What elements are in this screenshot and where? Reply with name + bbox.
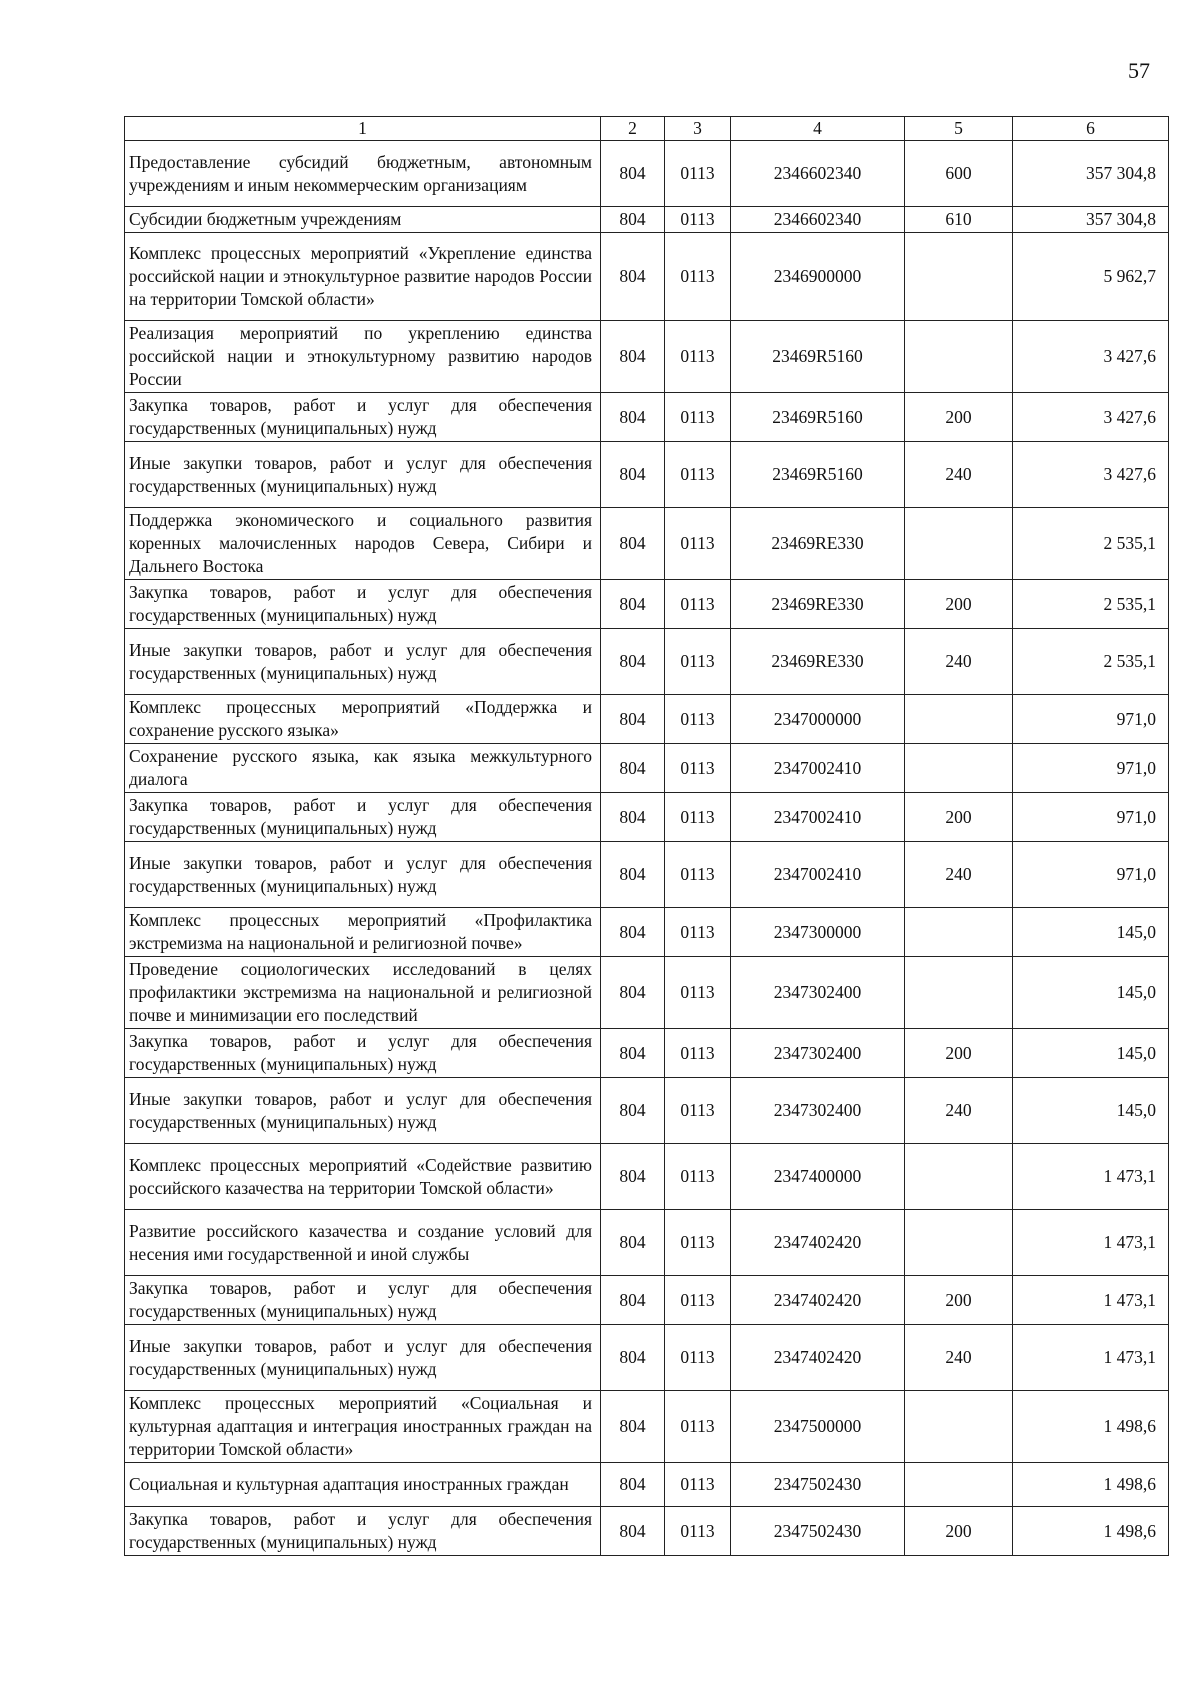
row-name-cell: Закупка товаров, работ и услуг для обеспечения государственных (муниципальных) нужд	[125, 1029, 601, 1078]
table-row	[125, 1144, 1169, 1210]
ministry-code-cell: 804	[601, 233, 665, 321]
ministry-code-cell: 804	[601, 1507, 665, 1556]
row-name-cell: Проведение социологических исследований в целях профилактики экстремизма на национальной и религиозной почве и минимизации его последствий	[125, 957, 601, 1029]
expense-type-cell: 200	[905, 393, 1013, 442]
expense-type-cell: 240	[905, 1325, 1013, 1391]
row-name-cell: Иные закупки товаров, работ и услуг для обеспечения государственных (муниципальных) нужд	[125, 842, 601, 908]
amount-cell: 145,0	[1013, 957, 1169, 1029]
row-name-cell: Закупка товаров, работ и услуг для обеспечения государственных (муниципальных) нужд	[125, 1507, 601, 1556]
expense-type-cell: 240	[905, 629, 1013, 695]
table-row	[125, 1507, 1169, 1556]
target-article-cell: 23469R5160	[731, 393, 905, 442]
target-article-cell: 2347502430	[731, 1507, 905, 1556]
target-article-cell: 2347000000	[731, 695, 905, 744]
target-article-cell: 2347002410	[731, 842, 905, 908]
table-row	[125, 508, 1169, 580]
column-header: 5	[905, 117, 1013, 141]
expense-type-cell: 200	[905, 793, 1013, 842]
row-name-cell: Комплекс процессных мероприятий «Поддержка и сохранение русского языка»	[125, 695, 601, 744]
section-code-cell: 0113	[665, 393, 731, 442]
target-article-cell: 23469R5160	[731, 321, 905, 393]
target-article-cell: 2346602340	[731, 141, 905, 207]
amount-cell: 1 473,1	[1013, 1144, 1169, 1210]
expense-type-cell	[905, 508, 1013, 580]
ministry-code-cell: 804	[601, 744, 665, 793]
ministry-code-cell: 804	[601, 1029, 665, 1078]
table-row	[125, 1391, 1169, 1463]
table-row	[125, 580, 1169, 629]
amount-cell: 2 535,1	[1013, 629, 1169, 695]
section-code-cell: 0113	[665, 1144, 731, 1210]
amount-cell: 3 427,6	[1013, 442, 1169, 508]
table-row	[125, 141, 1169, 207]
amount-cell: 1 473,1	[1013, 1276, 1169, 1325]
target-article-cell: 2347402420	[731, 1325, 905, 1391]
target-article-cell: 2347502430	[731, 1463, 905, 1507]
target-article-cell: 2346602340	[731, 207, 905, 233]
amount-cell: 145,0	[1013, 908, 1169, 957]
expense-type-cell: 200	[905, 1029, 1013, 1078]
section-code-cell: 0113	[665, 321, 731, 393]
page-number: 57	[1128, 58, 1150, 83]
row-name-cell: Комплекс процессных мероприятий «Содействие развитию российского казачества на территории Томской области»	[125, 1144, 601, 1210]
amount-cell: 971,0	[1013, 695, 1169, 744]
row-name-cell: Развитие российского казачества и создание условий для несения ими государственной и иной службы	[125, 1210, 601, 1276]
table-row	[125, 908, 1169, 957]
table-row	[125, 1325, 1169, 1391]
amount-cell: 1 498,6	[1013, 1391, 1169, 1463]
section-code-cell: 0113	[665, 442, 731, 508]
table-row	[125, 442, 1169, 508]
section-code-cell: 0113	[665, 1391, 731, 1463]
row-name-cell: Иные закупки товаров, работ и услуг для обеспечения государственных (муниципальных) нужд	[125, 1078, 601, 1144]
target-article-cell: 23469RE330	[731, 508, 905, 580]
row-name-cell: Иные закупки товаров, работ и услуг для обеспечения государственных (муниципальных) нужд	[125, 1325, 601, 1391]
row-name-cell: Иные закупки товаров, работ и услуг для обеспечения государственных (муниципальных) нужд	[125, 629, 601, 695]
column-header: 4	[731, 117, 905, 141]
expense-type-cell	[905, 1463, 1013, 1507]
table-row	[125, 842, 1169, 908]
target-article-cell: 2346900000	[731, 233, 905, 321]
row-name-cell: Реализация мероприятий по укреплению единства российской нации и этнокультурному развитию народов России	[125, 321, 601, 393]
section-code-cell: 0113	[665, 1325, 731, 1391]
section-code-cell: 0113	[665, 695, 731, 744]
section-code-cell: 0113	[665, 1463, 731, 1507]
ministry-code-cell: 804	[601, 842, 665, 908]
expense-type-cell: 200	[905, 1507, 1013, 1556]
amount-cell: 2 535,1	[1013, 580, 1169, 629]
expense-type-cell	[905, 233, 1013, 321]
expense-type-cell: 240	[905, 1078, 1013, 1144]
row-name-cell: Закупка товаров, работ и услуг для обеспечения государственных (муниципальных) нужд	[125, 580, 601, 629]
table-row	[125, 1029, 1169, 1078]
section-code-cell: 0113	[665, 233, 731, 321]
section-code-cell: 0113	[665, 793, 731, 842]
amount-cell: 1 498,6	[1013, 1463, 1169, 1507]
ministry-code-cell: 804	[601, 1325, 665, 1391]
row-name-cell: Поддержка экономического и социального развития коренных малочисленных народов Севера, Сибири и Дальнего Востока	[125, 508, 601, 580]
target-article-cell: 2347302400	[731, 1078, 905, 1144]
ministry-code-cell: 804	[601, 508, 665, 580]
section-code-cell: 0113	[665, 207, 731, 233]
target-article-cell: 2347500000	[731, 1391, 905, 1463]
expense-type-cell	[905, 1391, 1013, 1463]
amount-cell: 3 427,6	[1013, 393, 1169, 442]
table-row	[125, 744, 1169, 793]
ministry-code-cell: 804	[601, 1078, 665, 1144]
section-code-cell: 0113	[665, 508, 731, 580]
ministry-code-cell: 804	[601, 580, 665, 629]
amount-cell: 357 304,8	[1013, 207, 1169, 233]
column-header: 1	[125, 117, 601, 141]
ministry-code-cell: 804	[601, 695, 665, 744]
table-row	[125, 233, 1169, 321]
row-name-cell: Комплекс процессных мероприятий «Укрепление единства российской нации и этнокультурное развитие народов России на территории Томской области»	[125, 233, 601, 321]
row-name-cell: Закупка товаров, работ и услуг для обеспечения государственных (муниципальных) нужд	[125, 793, 601, 842]
expense-type-cell	[905, 744, 1013, 793]
ministry-code-cell: 804	[601, 1463, 665, 1507]
section-code-cell: 0113	[665, 141, 731, 207]
ministry-code-cell: 804	[601, 1210, 665, 1276]
section-code-cell: 0113	[665, 1276, 731, 1325]
amount-cell: 1 473,1	[1013, 1210, 1169, 1276]
expense-type-cell	[905, 1210, 1013, 1276]
amount-cell: 3 427,6	[1013, 321, 1169, 393]
target-article-cell: 2347402420	[731, 1276, 905, 1325]
ministry-code-cell: 804	[601, 207, 665, 233]
table-body	[125, 141, 1169, 1556]
table-row	[125, 1078, 1169, 1144]
ministry-code-cell: 804	[601, 393, 665, 442]
expense-type-cell	[905, 321, 1013, 393]
row-name-cell: Предоставление субсидий бюджетным, автономным учреждениям и иным некоммерческим организациям	[125, 141, 601, 207]
section-code-cell: 0113	[665, 580, 731, 629]
amount-cell: 971,0	[1013, 744, 1169, 793]
target-article-cell: 2347002410	[731, 744, 905, 793]
table-row	[125, 695, 1169, 744]
expense-type-cell: 610	[905, 207, 1013, 233]
expense-type-cell	[905, 908, 1013, 957]
expense-type-cell	[905, 1144, 1013, 1210]
expense-type-cell: 240	[905, 442, 1013, 508]
amount-cell: 5 962,7	[1013, 233, 1169, 321]
table-row	[125, 393, 1169, 442]
amount-cell: 145,0	[1013, 1078, 1169, 1144]
row-name-cell: Закупка товаров, работ и услуг для обеспечения государственных (муниципальных) нужд	[125, 1276, 601, 1325]
amount-cell: 2 535,1	[1013, 508, 1169, 580]
table-header-row	[125, 117, 1169, 141]
ministry-code-cell: 804	[601, 957, 665, 1029]
table-row	[125, 629, 1169, 695]
target-article-cell: 2347300000	[731, 908, 905, 957]
expense-type-cell	[905, 957, 1013, 1029]
table-row	[125, 957, 1169, 1029]
target-article-cell: 2347402420	[731, 1210, 905, 1276]
ministry-code-cell: 804	[601, 629, 665, 695]
section-code-cell: 0113	[665, 842, 731, 908]
ministry-code-cell: 804	[601, 908, 665, 957]
section-code-cell: 0113	[665, 1029, 731, 1078]
row-name-cell: Субсидии бюджетным учреждениям	[125, 207, 601, 233]
column-header: 6	[1013, 117, 1169, 141]
table-row	[125, 1276, 1169, 1325]
section-code-cell: 0113	[665, 744, 731, 793]
target-article-cell: 23469R5160	[731, 442, 905, 508]
ministry-code-cell: 804	[601, 1276, 665, 1325]
expense-type-cell: 240	[905, 842, 1013, 908]
ministry-code-cell: 804	[601, 1391, 665, 1463]
row-name-cell: Социальная и культурная адаптация иностранных граждан	[125, 1463, 601, 1507]
table-row	[125, 321, 1169, 393]
section-code-cell: 0113	[665, 957, 731, 1029]
target-article-cell: 2347302400	[731, 1029, 905, 1078]
budget-table	[124, 116, 1169, 1556]
ministry-code-cell: 804	[601, 1144, 665, 1210]
row-name-cell: Комплекс процессных мероприятий «Профилактика экстремизма на национальной и религиозной почве»	[125, 908, 601, 957]
amount-cell: 1 498,6	[1013, 1507, 1169, 1556]
amount-cell: 357 304,8	[1013, 141, 1169, 207]
target-article-cell: 23469RE330	[731, 629, 905, 695]
expense-type-cell: 200	[905, 580, 1013, 629]
row-name-cell: Закупка товаров, работ и услуг для обеспечения государственных (муниципальных) нужд	[125, 393, 601, 442]
section-code-cell: 0113	[665, 1210, 731, 1276]
section-code-cell: 0113	[665, 908, 731, 957]
column-header: 2	[601, 117, 665, 141]
amount-cell: 971,0	[1013, 793, 1169, 842]
ministry-code-cell: 804	[601, 141, 665, 207]
expense-type-cell: 600	[905, 141, 1013, 207]
ministry-code-cell: 804	[601, 793, 665, 842]
ministry-code-cell: 804	[601, 442, 665, 508]
row-name-cell: Комплекс процессных мероприятий «Социальная и культурная адаптация и интеграция иностранных граждан на территории Томской области»	[125, 1391, 601, 1463]
amount-cell: 145,0	[1013, 1029, 1169, 1078]
amount-cell: 971,0	[1013, 842, 1169, 908]
amount-cell: 1 473,1	[1013, 1325, 1169, 1391]
section-code-cell: 0113	[665, 1078, 731, 1144]
table-row	[125, 1463, 1169, 1507]
row-name-cell: Иные закупки товаров, работ и услуг для обеспечения государственных (муниципальных) нужд	[125, 442, 601, 508]
target-article-cell: 2347002410	[731, 793, 905, 842]
column-header: 3	[665, 117, 731, 141]
row-name-cell: Сохранение русского языка, как языка межкультурного диалога	[125, 744, 601, 793]
section-code-cell: 0113	[665, 629, 731, 695]
target-article-cell: 23469RE330	[731, 580, 905, 629]
expense-type-cell: 200	[905, 1276, 1013, 1325]
target-article-cell: 2347302400	[731, 957, 905, 1029]
expense-type-cell	[905, 695, 1013, 744]
table-row	[125, 207, 1169, 233]
section-code-cell: 0113	[665, 1507, 731, 1556]
table-row	[125, 1210, 1169, 1276]
target-article-cell: 2347400000	[731, 1144, 905, 1210]
ministry-code-cell: 804	[601, 321, 665, 393]
table-row	[125, 793, 1169, 842]
